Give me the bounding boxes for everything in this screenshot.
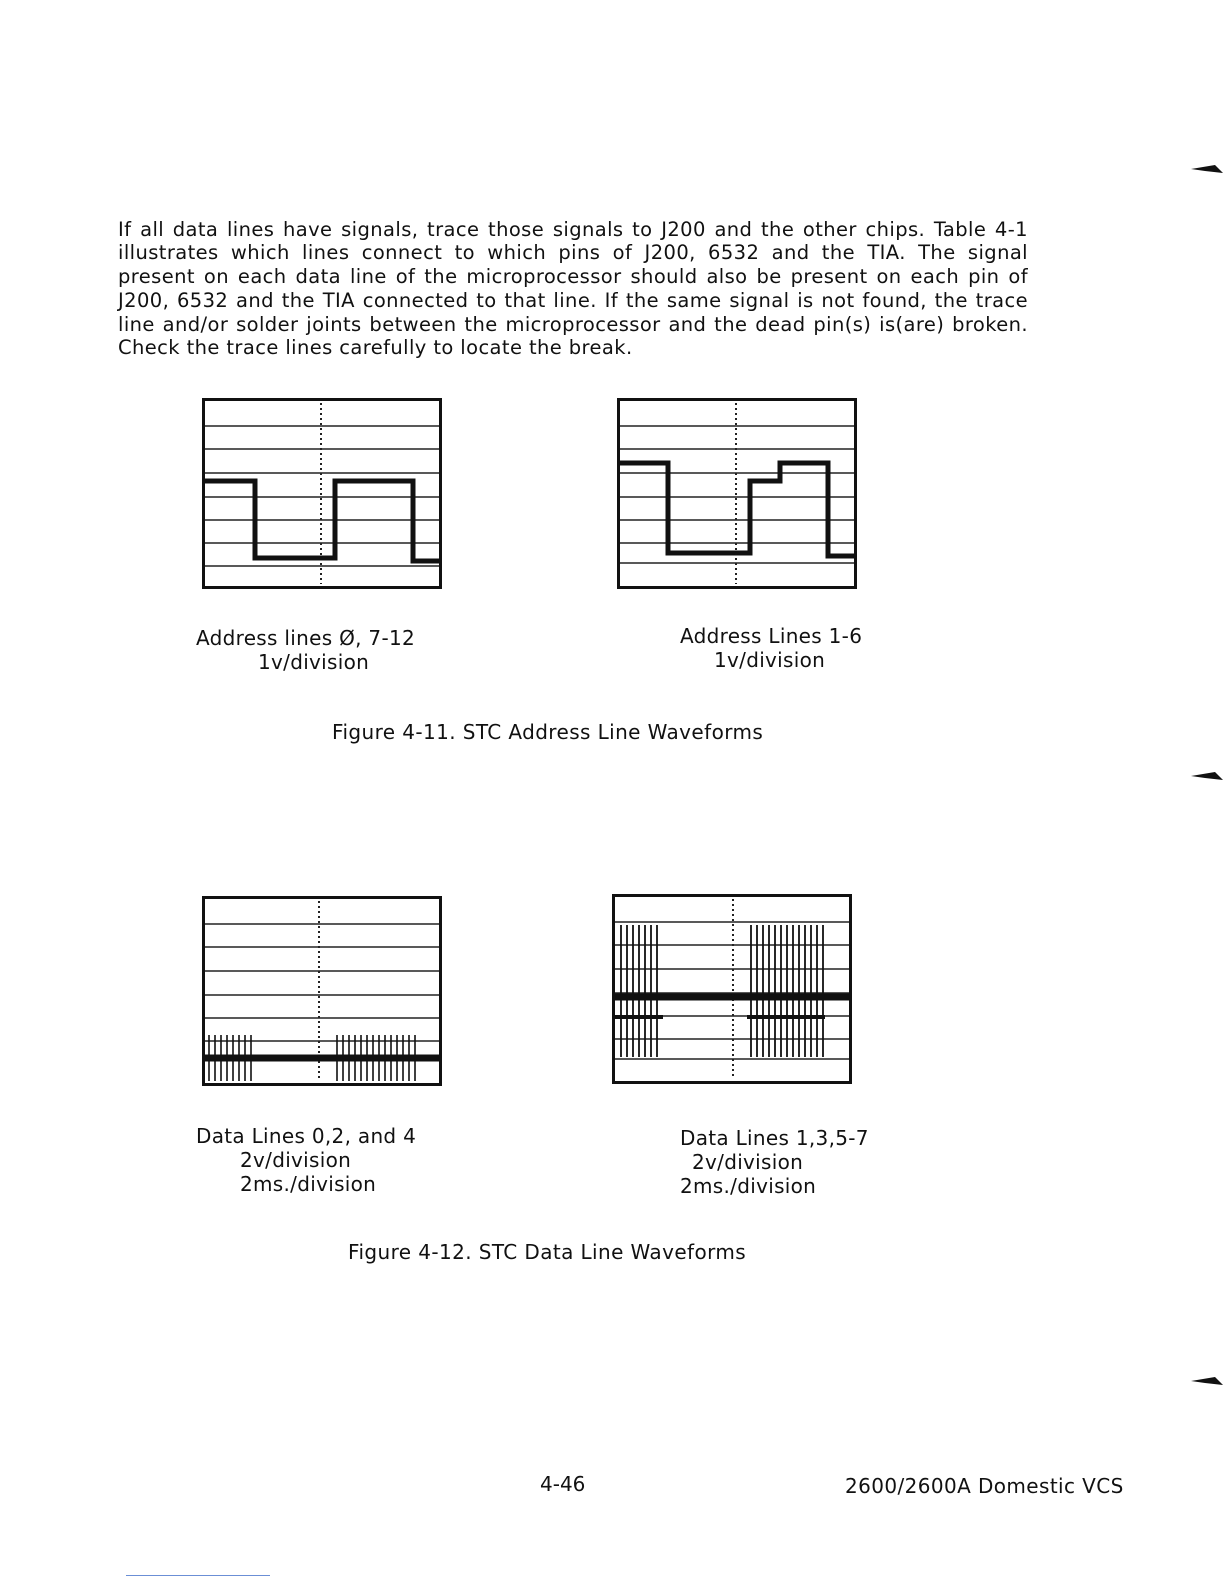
waveform-address-lines-0-7-12 (205, 401, 439, 586)
binding-mark (1185, 163, 1225, 175)
waveform-data-lines-0-2-4 (205, 899, 439, 1083)
caption-data-lines-1-3-5-7: Data Lines 1,3,5-7 2v/division 2ms./division (680, 1126, 869, 1198)
caption-data-lines-0-2-4: Data Lines 0,2, and 4 2v/division 2ms./division (196, 1124, 417, 1196)
manual-title: 2600/2600A Domestic VCS (845, 1474, 1124, 1498)
scope-data-lines-0-2-4 (202, 896, 442, 1086)
waveform-data-lines-1-3-5-7 (615, 897, 849, 1081)
bottom-rule (126, 1575, 270, 1576)
body-paragraph: If all data lines have signals, trace those signals to J200 and the other chips. Table 4-1 illustrates which lines connect to which pins of J200, 6532 and the TIA. The signal present on each data line of the microprocessor should also be present on each pin of J200, 6532 and the TIA connected to that line. If the same signal is not found, the trace line and/or solder joints between the microprocessor and the dead pin(s) is(are) broken. Check the trace lines carefully to locate the break. (118, 217, 1028, 360)
binding-mark (1185, 1375, 1225, 1387)
scope-data-lines-1-3-5-7 (612, 894, 852, 1084)
figure-4-11-title: Figure 4-11. STC Address Line Waveforms (332, 720, 764, 744)
scope-address-lines-0-7-12 (202, 398, 442, 589)
caption-address-lines-0-7-12: Address lines Ø, 7-12 1v/division (196, 626, 416, 674)
scope-address-lines-1-6 (617, 398, 857, 589)
page-number: 4-46 (540, 1472, 586, 1496)
caption-address-lines-1-6: Address Lines 1-6 1v/division (680, 624, 863, 672)
waveform-address-lines-1-6 (620, 401, 854, 586)
binding-mark (1185, 770, 1225, 782)
figure-4-12-title: Figure 4-12. STC Data Line Waveforms (348, 1240, 747, 1264)
